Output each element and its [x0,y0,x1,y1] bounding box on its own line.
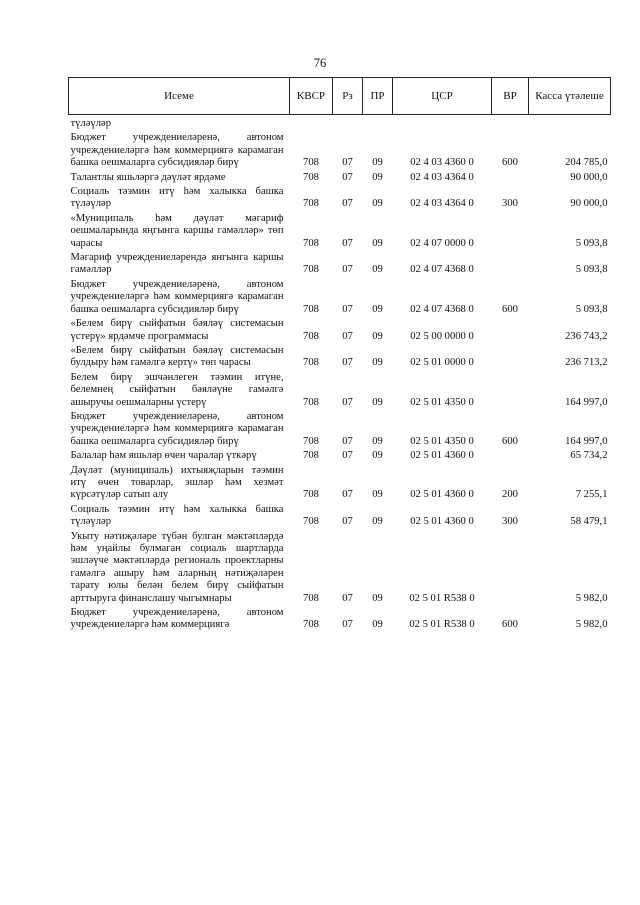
row-name: Укыту нәтиҗәләре түбән булган мәктәпләрдә һәм уңайлы булмаган социаль шартларда эшләүче мәктәпләрдә региональ проектларны гамәлгә ашыру һәм аларның нәтиҗәләрен тарату юлы белән белем бирү сыйфатын арттыруга финанслашу чыгымнары [70,530,284,604]
row-vr [492,115,529,131]
page-number: 76 [313,56,327,70]
row-name: Мәгариф учреждениеләрендә янгынга каршы гамәлләр [70,252,284,276]
row-vr [492,529,529,605]
row-csr: 02 5 01 4350 0 [410,435,474,447]
table-row [69,529,611,605]
row-pr: 09 [372,357,383,369]
row-name: Бюджет учреждениеләренә, автоном учреждениеләргә һәм коммерциягә карамаган башка оешмаларга субсидияләр бирү [70,278,284,315]
budget-table [68,77,611,632]
row-kvsr: 708 [303,330,319,342]
row-amount: 164 997,0 [565,435,608,447]
row-pr: 09 [372,619,383,631]
row-vr: 600 [502,157,518,169]
row-vr [492,448,529,462]
row-amount: 5 093,8 [575,264,608,276]
row-amount: 90 000,0 [570,198,608,210]
table-header-row [69,78,611,115]
row-vr: 300 [502,516,518,528]
row-vr: 600 [502,619,518,631]
row-vr [492,370,529,409]
row-vr [492,170,529,184]
row-pr [363,115,393,131]
row-amount: 5 093,8 [575,237,608,249]
row-csr: 02 5 01 R538 0 [409,592,475,604]
row-csr [393,115,492,131]
row-kvsr: 708 [303,489,319,501]
row-rz: 07 [342,330,353,342]
header-name: Исеме [69,78,290,115]
row-kvsr: 708 [303,592,319,604]
row-vr: 600 [502,435,518,447]
table-row [69,277,611,316]
table-row [69,130,611,169]
row-amount: 204 785,0 [565,157,608,169]
row-amount: 5 093,8 [575,303,608,315]
row-vr: 200 [502,489,518,501]
header-vr: ВР [492,78,529,115]
row-rz: 07 [342,592,353,604]
row-vr [492,250,529,277]
row-rz: 07 [342,396,353,408]
row-kvsr: 708 [303,303,319,315]
row-vr [492,211,529,250]
row-kvsr: 708 [303,237,319,249]
row-csr: 02 4 07 4368 0 [410,303,474,315]
row-name: Дәүләт (муниципаль) ихтыяҗларын тәэмин итү өчен товарлар, эшләр һәм хезмәт күрсәтүләр сатып алу [70,464,284,501]
row-name: Белем бирү эшчәнлеген тәэмин итүне, белемнең сыйфатын бәяләүне гамәлгә ашыручы оешмаларны үстерү [70,371,284,408]
row-rz: 07 [342,157,353,169]
row-amount: 236 743,2 [565,330,608,342]
row-name: «Белем бирү сыйфатын бәяләү системасын булдыру һәм гамәлгә кертү» төп чарасы [70,344,284,369]
row-pr: 09 [372,198,383,210]
row-name: Социаль тәэмин итү һәм халыкка башка түләүләр [70,186,284,210]
row-csr: 02 5 01 4360 0 [410,450,474,462]
table-row [69,115,611,131]
row-pr: 09 [372,592,383,604]
row-name: Социаль тәэмин итү һәм халыкка башка түләүләр [70,503,284,528]
row-pr: 09 [372,264,383,276]
row-kvsr: 708 [303,171,319,183]
row-rz: 07 [342,198,353,210]
row-amount: 90 000,0 [570,171,608,183]
row-csr: 02 5 01 4360 0 [410,516,474,528]
table-row [69,605,611,632]
row-amount: 65 734,2 [570,450,608,462]
row-kvsr: 708 [303,357,319,369]
row-kvsr: 708 [303,619,319,631]
row-vr: 300 [502,198,518,210]
row-csr: 02 4 07 0000 0 [410,237,474,249]
row-pr: 09 [372,516,383,528]
row-kvsr: 708 [303,198,319,210]
row-csr: 02 5 01 4350 0 [410,396,474,408]
table-row [69,370,611,409]
table-row [69,211,611,250]
header-kvsr: КВСР [290,78,333,115]
row-rz: 07 [342,450,353,462]
table-row [69,448,611,462]
row-vr [492,343,529,370]
table-row [69,463,611,502]
row-name: «Муниципаль һәм дәүләт мәгариф оешмаларында яңгынга каршы гамәлләр» төп чарасы [70,212,284,249]
row-pr: 09 [372,396,383,408]
row-rz [333,115,363,131]
row-csr: 02 5 01 0000 0 [410,357,474,369]
row-csr: 02 4 07 4368 0 [410,264,474,276]
row-csr: 02 5 01 R538 0 [409,619,475,631]
row-kvsr: 708 [303,264,319,276]
row-rz: 07 [342,171,353,183]
row-name: Бюджет учреждениеләренә, автоном учреждениеләргә һәм коммерциягә [70,607,284,631]
table-row [69,409,611,448]
table-body [69,115,611,632]
row-csr: 02 5 01 4360 0 [410,489,474,501]
row-rz: 07 [342,237,353,249]
row-csr: 02 4 03 4360 0 [410,157,474,169]
row-amount: 164 997,0 [565,396,608,408]
row-amount: 236 713,2 [565,357,608,369]
row-amount: 5 982,0 [575,619,608,631]
table-row [69,170,611,184]
row-amount: 58 479,1 [570,516,608,528]
row-pr: 09 [372,330,383,342]
row-rz: 07 [342,264,353,276]
row-rz: 07 [342,357,353,369]
row-amount: 5 982,0 [575,592,608,604]
row-kvsr: 708 [303,435,319,447]
row-rz: 07 [342,303,353,315]
table-row [69,502,611,529]
table-row [69,316,611,343]
row-kvsr: 708 [303,396,319,408]
row-kvsr: 708 [303,516,319,528]
row-kvsr [290,115,333,131]
row-vr [492,316,529,343]
row-vr: 600 [502,303,518,315]
row-csr: 02 5 00 0000 0 [410,330,474,342]
row-pr: 09 [372,435,383,447]
row-amount [529,115,611,131]
row-name: Бюджет учреждениеләренә, автоном учреждениеләргә һәм коммерциягә карамаган башка оешмаларга субсидияләр бирү [70,410,284,447]
row-rz: 07 [342,516,353,528]
row-name: Талантлы яшьләргә дәүләт ярдәме [70,171,226,183]
header-amount: Касса үтәлеше [529,78,611,115]
table-row [69,250,611,277]
header-pr: ПР [363,78,393,115]
row-name: Бюджет учреждениеләренә, автоном учреждениеләргә һәм коммерциягә карамаган башка оешмаларга субсидияләр бирү [70,132,284,169]
row-pr: 09 [372,157,383,169]
row-name: «Белем бирү сыйфатын бәяләү системасын үстерү» ярдәмче программасы [70,318,284,342]
row-amount: 7 255,1 [575,489,608,501]
row-csr: 02 4 03 4364 0 [410,171,474,183]
table-row [69,184,611,211]
row-pr: 09 [372,171,383,183]
row-name: Балалар һәм яшьләр өчен чаралар үткәрү [70,450,257,462]
row-pr: 09 [372,489,383,501]
row-kvsr: 708 [303,450,319,462]
row-pr: 09 [372,450,383,462]
row-rz: 07 [342,619,353,631]
row-pr: 09 [372,237,383,249]
row-rz: 07 [342,435,353,447]
header-csr: ЦСР [393,78,492,115]
row-kvsr: 708 [303,157,319,169]
row-rz: 07 [342,489,353,501]
header-rz: Рз [333,78,363,115]
row-name: түләүләр [70,118,111,129]
table-row [69,343,611,370]
row-pr: 09 [372,303,383,315]
row-csr: 02 4 03 4364 0 [410,198,474,210]
